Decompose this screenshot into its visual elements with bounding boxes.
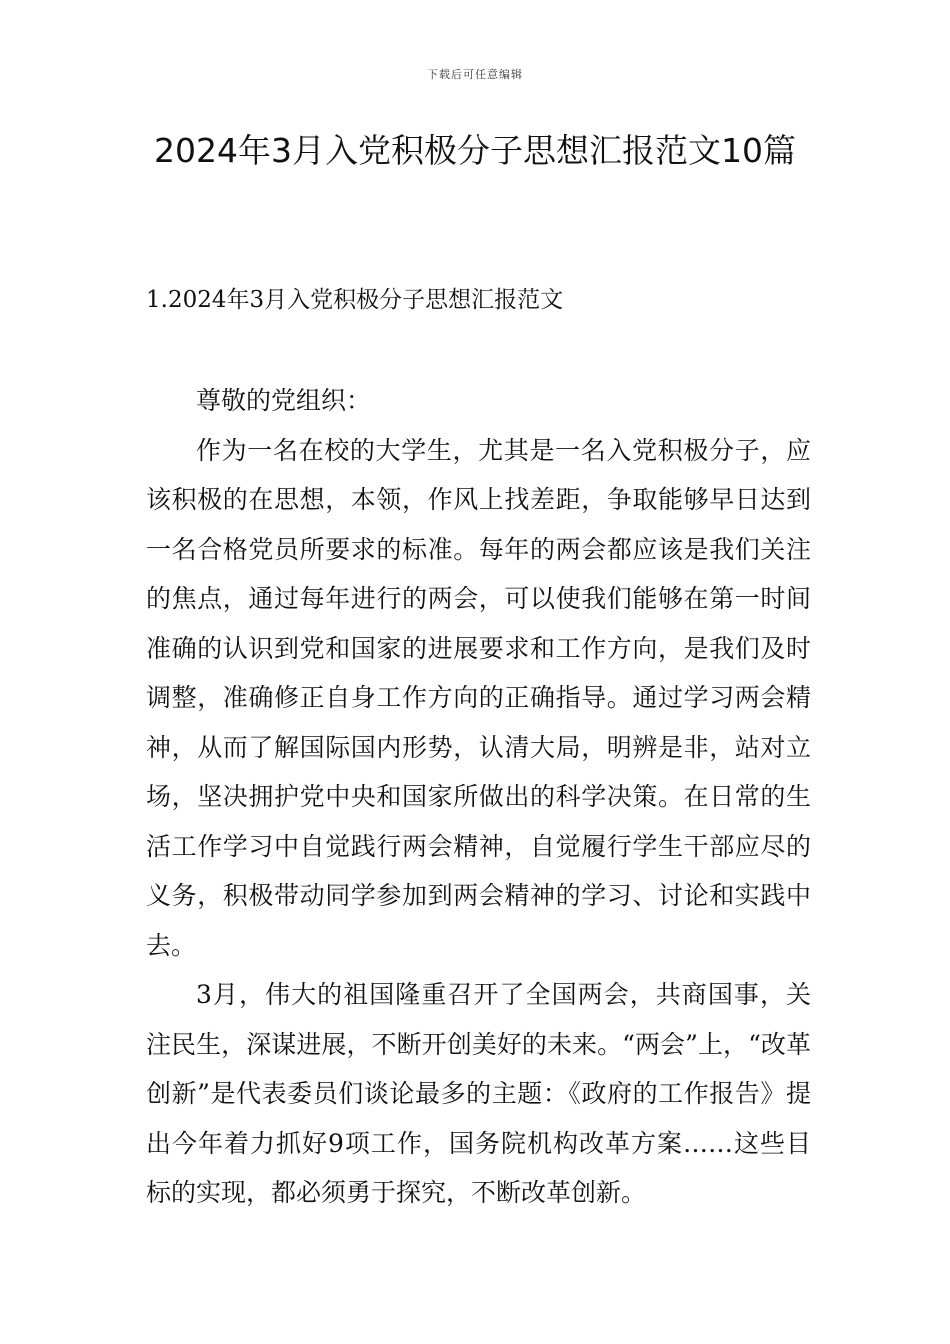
paragraph-2: 3月，伟大的祖国隆重召开了全国两会，共商国事，关注民生，深谋进展，不断开创美好的未来。“两会”上，“改革创新”是代表委员们谈论最多的主题：《政府的工作报告》提出今年着力抓好9项工作，国务院机构改革方案……这些目标的实现，都必须勇于探究，不断改革创新。 xyxy=(146,980,811,1207)
section-heading: 1.2024年3月入党积极分子思想汇报范文 xyxy=(146,287,564,313)
body-text xyxy=(146,376,811,1218)
paragraph-1: 作为一名在校的大学生，尤其是一名入党积极分子，应该积极的在思想，本领，作风上找差距，争取能够早日达到一名合格党员所要求的标准。每年的两会都应该是我们关注的焦点，通过每年进行的两会，可以使我们能够在第一时间准确的认识到党和国家的进展要求和工作方向，是我们及时调整，准确修正自身工作方向的正确指导。通过学习两会精神，从而了解国际国内形势，认清大局，明辨是非，站对立场，坚决拥护党中央和国家所做出的科学决策。在日常的生活工作学习中自觉践行两会精神，自觉履行学生干部应尽的义务，积极带动同学参加到两会精神的学习、讨论和实践中去。 xyxy=(146,435,811,960)
document-title: 2024年3月入党积极分子思想汇报范文10篇 xyxy=(154,131,796,170)
header-note: 下载后可任意编辑 xyxy=(427,68,523,81)
salutation: 尊敬的党组织： xyxy=(196,386,372,415)
